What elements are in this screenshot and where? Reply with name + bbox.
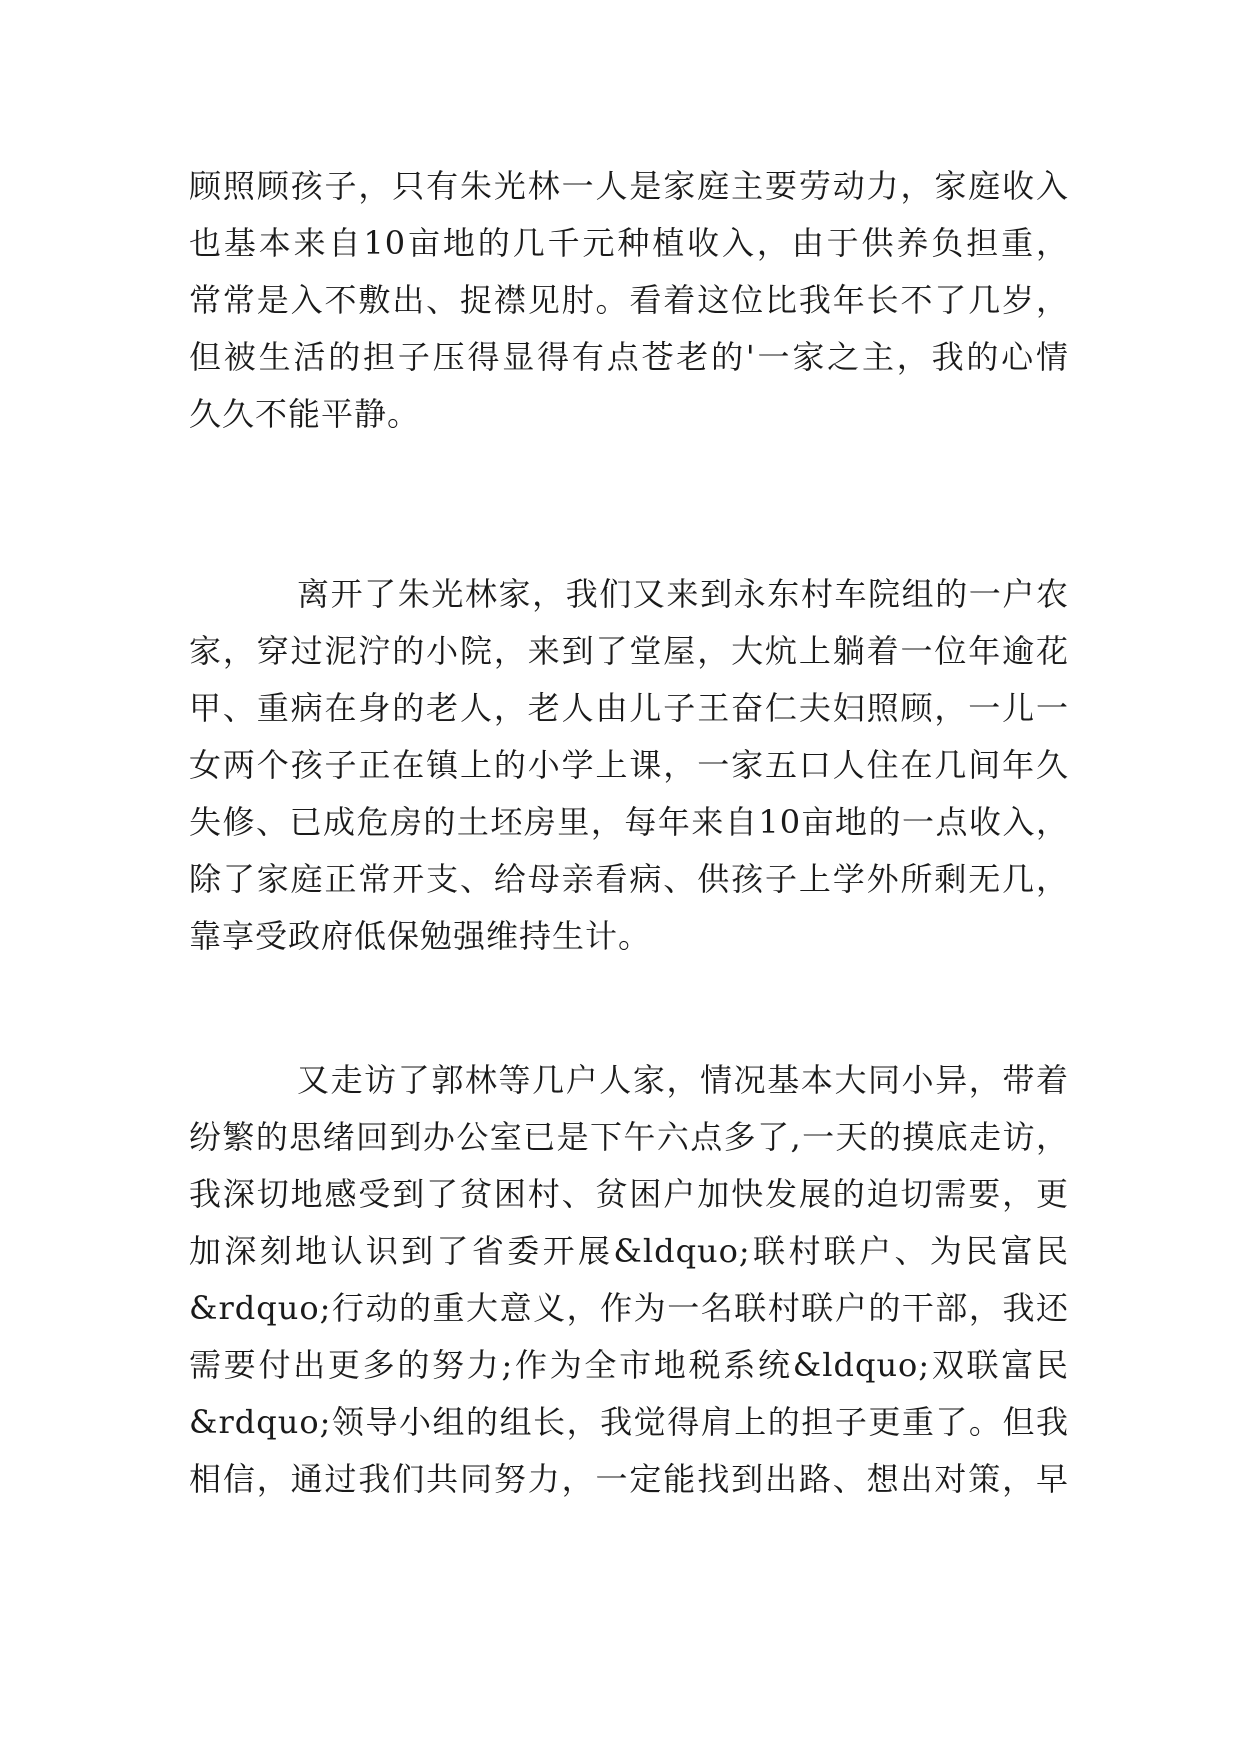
text-line: 也基本来自10亩地的几千元种植收入，由于供养负担重， xyxy=(189,224,1069,262)
text-line: 女两个孩子正在镇上的小学上课，一家五口人住在几间年久 xyxy=(189,746,1069,784)
text-line: 相信，通过我们共同努力，一定能找到出路、想出对策，早 xyxy=(189,1460,1069,1498)
text-line: 我深切地感受到了贫困村、贫困户加快发展的迫切需要，更 xyxy=(189,1175,1069,1213)
text-line: 又走访了郭林等几户人家，情况基本大同小异，带着 xyxy=(297,1061,1069,1099)
text-line: 离开了朱光林家，我们又来到永东村车院组的一户农 xyxy=(297,575,1069,613)
paragraph-3 xyxy=(189,1052,1069,1508)
text-line: 除了家庭正常开支、给母亲看病、供孩子上学外所剩无几， xyxy=(189,860,1069,898)
text-line: 家，穿过泥泞的小院，来到了堂屋，大炕上躺着一位年逾花 xyxy=(189,632,1069,670)
paragraph-2 xyxy=(189,566,1069,965)
text-line: 需要付出更多的努力;作为全市地税系统&ldquo;双联富民 xyxy=(189,1346,1069,1384)
text-line: &rdquo;领导小组的组长，我觉得肩上的担子更重了。但我 xyxy=(189,1403,1069,1441)
text-line: 甲、重病在身的老人，老人由儿子王奋仁夫妇照顾，一儿一 xyxy=(189,689,1069,727)
text-line: 靠享受政府低保勉强维持生计。 xyxy=(189,917,652,955)
text-line: 久久不能平静。 xyxy=(189,395,421,433)
text-line: 但被生活的担子压得显得有点苍老的'一家之主，我的心情 xyxy=(189,338,1069,376)
text-line: 常常是入不敷出、捉襟见肘。看着这位比我年长不了几岁， xyxy=(189,281,1069,319)
text-line: 加深刻地认识到了省委开展&ldquo;联村联户、为民富民 xyxy=(189,1232,1069,1270)
text-line: 失修、已成危房的土坯房里，每年来自10亩地的一点收入， xyxy=(189,803,1069,841)
text-line: &rdquo;行动的重大意义，作为一名联村联户的干部，我还 xyxy=(189,1289,1069,1327)
text-line: 顾照顾孩子，只有朱光林一人是家庭主要劳动力，家庭收入 xyxy=(189,167,1069,205)
paragraph-1 xyxy=(189,158,1069,443)
text-line: 纷繁的思绪回到办公室已是下午六点多了,一天的摸底走访， xyxy=(189,1118,1069,1156)
